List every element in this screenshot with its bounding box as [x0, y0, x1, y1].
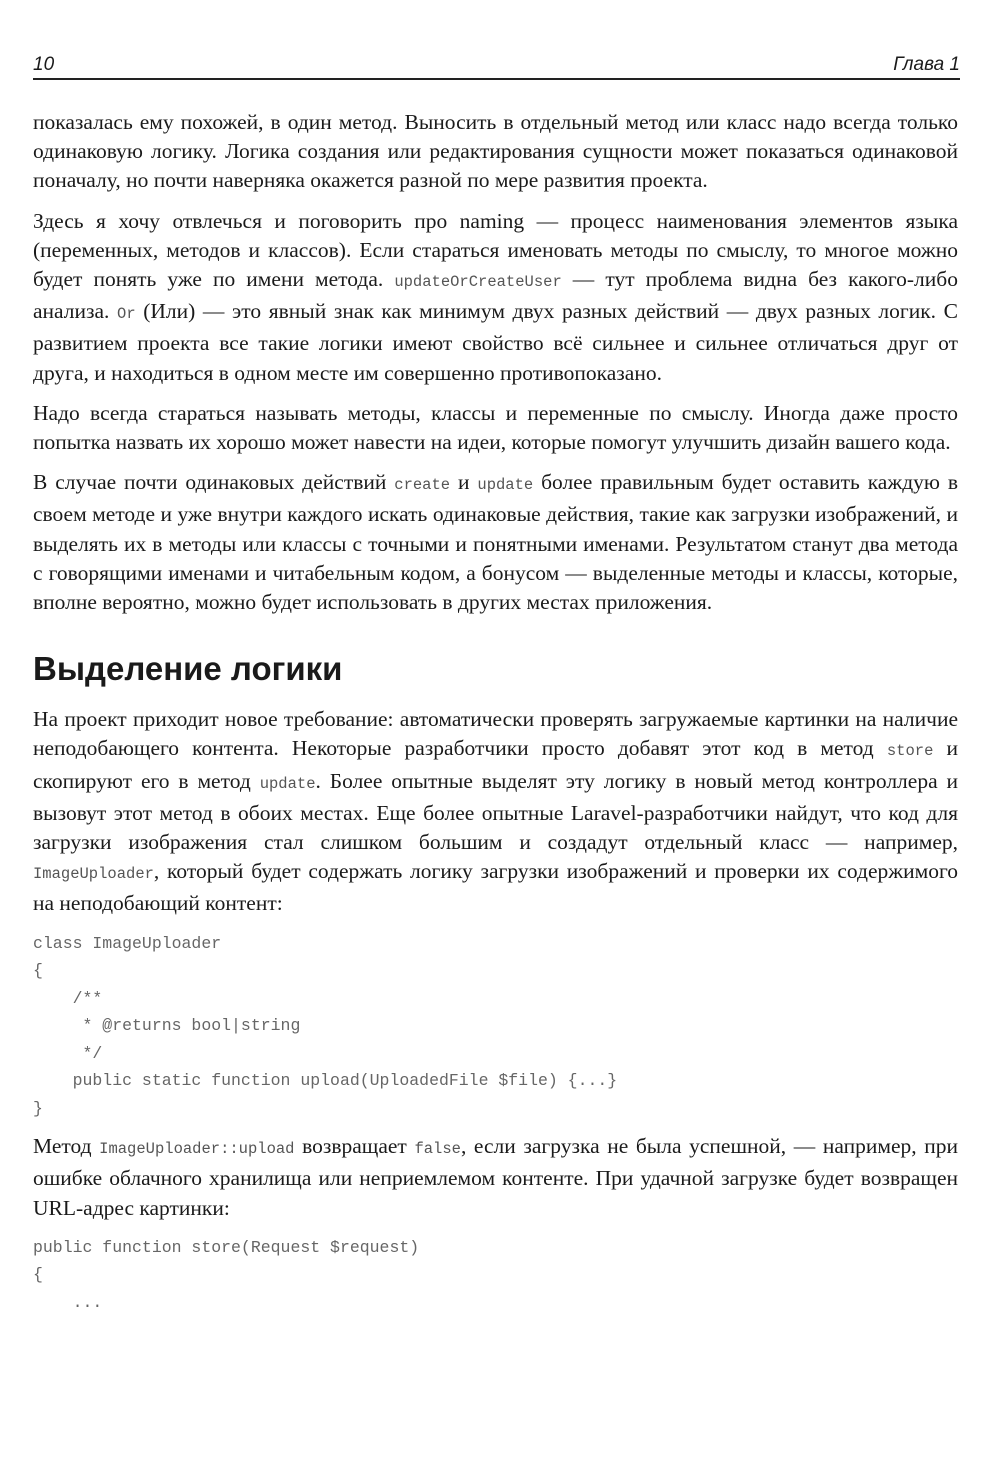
inline-code: ImageUploader::upload — [99, 1140, 295, 1159]
paragraph-4: В случае почти одинаковых действий create и update более правильным будет оставить каждую в своем методе и уже внутри каждого искать одинаковые действия, такие как загрузки изображений, и выделять их в методы или классы с точными и понятными именами. Результатом станут два метода с говорящими именами и читабельным кодом, а бонусом — выделенные методы и классы, которые, вполне вероятно, можно будет использовать в других местах приложения. — [33, 470, 959, 615]
inline-code: ImageUploader — [33, 865, 154, 884]
code-block-store: public function store(Request $request) { ... — [33, 1237, 420, 1312]
code-block-image-uploader: class ImageUploader { /** * @returns bool|string */ public static function upload(UploadedFile $file) {...} } — [33, 933, 618, 1118]
paragraph-5: На проект приходит новое требование: автоматически проверять загружаемые картинки на наличие неподобающего контента. Некоторые разработчики просто добавят этот код в метод store и скопируют его в метод update. Более опытные выделят эту логику в новый метод контроллера и вызовут этот метод в обоих местах. Еще более опытные Laravel-разработчики найдут, что код для загрузки изображения стал слишком большим и создадут отдельный класс — например, ImageUploader, который будет содержать логику загрузки изображений и проверки их содержимого на неподобающий контент: — [33, 707, 959, 916]
paragraph-2: Здесь я хочу отвлечься и поговорить про naming — процесс наименования элементов языка (переменных, методов и классов). Если стараться именовать методы по смыслу, то многое можно будет понять уже по имени метода. updateOrCreateUser — тут проблема видна без какого-либо анализа. Or (Или) — это явный знак как минимум двух разных действий — двух разных логик. С развитием проекта все такие логики имеют свойство всё сильнее и сильнее отличаться друг от друга, и находиться в одном месте им совершенно противопоказано. — [33, 208, 958, 385]
inline-code: Or — [117, 305, 136, 324]
paragraph-6: Метод ImageUploader::upload возвращает false, если загрузка не была успешной, — например, при ошибке облачного хранилища или неприемлемом контенте. При удачной загрузке будет возвращен URL-адрес картинки: — [33, 1134, 958, 1220]
inline-code: store — [886, 742, 934, 761]
paragraph-3: Надо всегда стараться называть методы, классы и переменные по смыслу. Иногда даже просто попытка назвать их хорошо может навести на идеи, которые помогут улучшить дизайн вашего кода. — [33, 400, 958, 455]
inline-code: updateOrCreateUser — [394, 273, 562, 292]
inline-code: update — [477, 476, 534, 495]
section-heading: Выделение логики — [33, 650, 343, 688]
chapter-title: Глава 1 — [893, 54, 960, 75]
page-content — [33, 108, 958, 1326]
inline-code: false — [414, 1140, 461, 1159]
paragraph-1: показалась ему похожей, в один метод. Выносить в отдельный метод или класс надо всегда только одинаковую логику. Логика создания или редактирования сущности может показаться одинаковой поначалу, но почти наверняка окажется разной по мере развития проекта. — [33, 110, 958, 193]
page-number: 10 — [33, 54, 55, 75]
inline-code: create — [394, 476, 451, 495]
page-header — [33, 52, 960, 80]
inline-code: update — [259, 774, 316, 793]
